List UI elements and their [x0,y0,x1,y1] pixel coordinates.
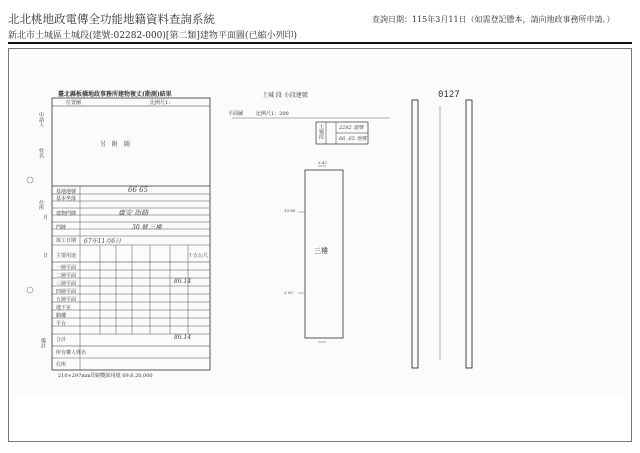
floor-row-label: 五層平面 [56,297,77,303]
attached-map-note: 另 附 圖 [100,141,132,148]
row-value: 30 號 三樓 [132,224,162,231]
floor-row-label: 平台 [56,321,67,327]
row-label: 建物門牌 [56,211,77,217]
side-label-day: 日 [43,253,49,259]
plan-title: 平面圖 [228,111,244,117]
side-label-applicant: 申請人 [38,112,44,127]
bottom-row-label: 住所 [56,362,67,368]
floor-row-label: 一層平面 [56,265,77,271]
dimension-label: 10.80 [284,208,296,213]
right-form-caption: 土城 段 小段建號 [262,92,308,99]
dimension-label: 3.42 [318,160,327,165]
bottom-row-label: 備註 [40,338,46,348]
floor-row-label: 四層平面 [56,289,77,295]
floor-row-label: 地下室 [56,305,72,311]
row-label: 基本坐落 [56,196,77,202]
floor-row-label: 合計 [56,337,67,343]
left-scale-label: 比例尺1： [150,100,174,106]
row-value: 66 65 [128,186,149,194]
page-title: 北北桃地政電傳全功能地籍資料查詢系統 [8,12,215,26]
floor-label: 三樓 [314,247,328,255]
row-value: 67年11月6日 [84,238,122,245]
row-label: 主要用途 [56,253,77,259]
row-label: 門牌 [56,225,67,231]
query-date: 查詢日期：115年3月11日（如需登記謄本，請向地政事務所申請。） [372,15,615,24]
side-label-month: 月 [43,215,49,221]
left-form-title: 臺北縣板橋地政事務所建物複丈(勘測)結果 [58,91,172,98]
stamp-building-number: 2282 建號 [339,125,364,131]
location-plan-label: 位置圖 [66,100,82,106]
dimension-label: 3.92 [284,290,293,295]
floor-row-label: 騎樓 [56,313,67,319]
right-scale-label: 比例尺1：200 [256,111,289,117]
stamp-lot-numbers: 66, 65 地號 [339,136,367,142]
left-form-footer: 210×297mm印刷雙面用紙 69.6.20,000 [58,373,153,379]
floor-row-value: 86.14 [174,278,192,285]
document-number: 0127 [438,90,460,100]
row-label: 基地地號 [56,189,77,195]
floor-row-value: 86.14 [174,334,192,341]
row-label: 竣工日期 [56,238,77,244]
floor-row-label: 二層平面 [56,273,77,279]
bottom-row-label: 所有權人姓名 [56,350,87,356]
page-subtitle: 新北市土城區土城段(建號:02282-000)[第二類]建物平面圖(已縮小列印) [8,31,297,41]
row-value: 廣安 街路 [118,209,149,217]
side-label-address: 住所 [38,200,44,210]
row-value: 十五公尺 [188,253,209,259]
floor-row-label: 三層平面 [56,281,77,287]
stamp-label: 土城段 [318,124,324,139]
side-label-name: 姓名 [38,148,44,158]
